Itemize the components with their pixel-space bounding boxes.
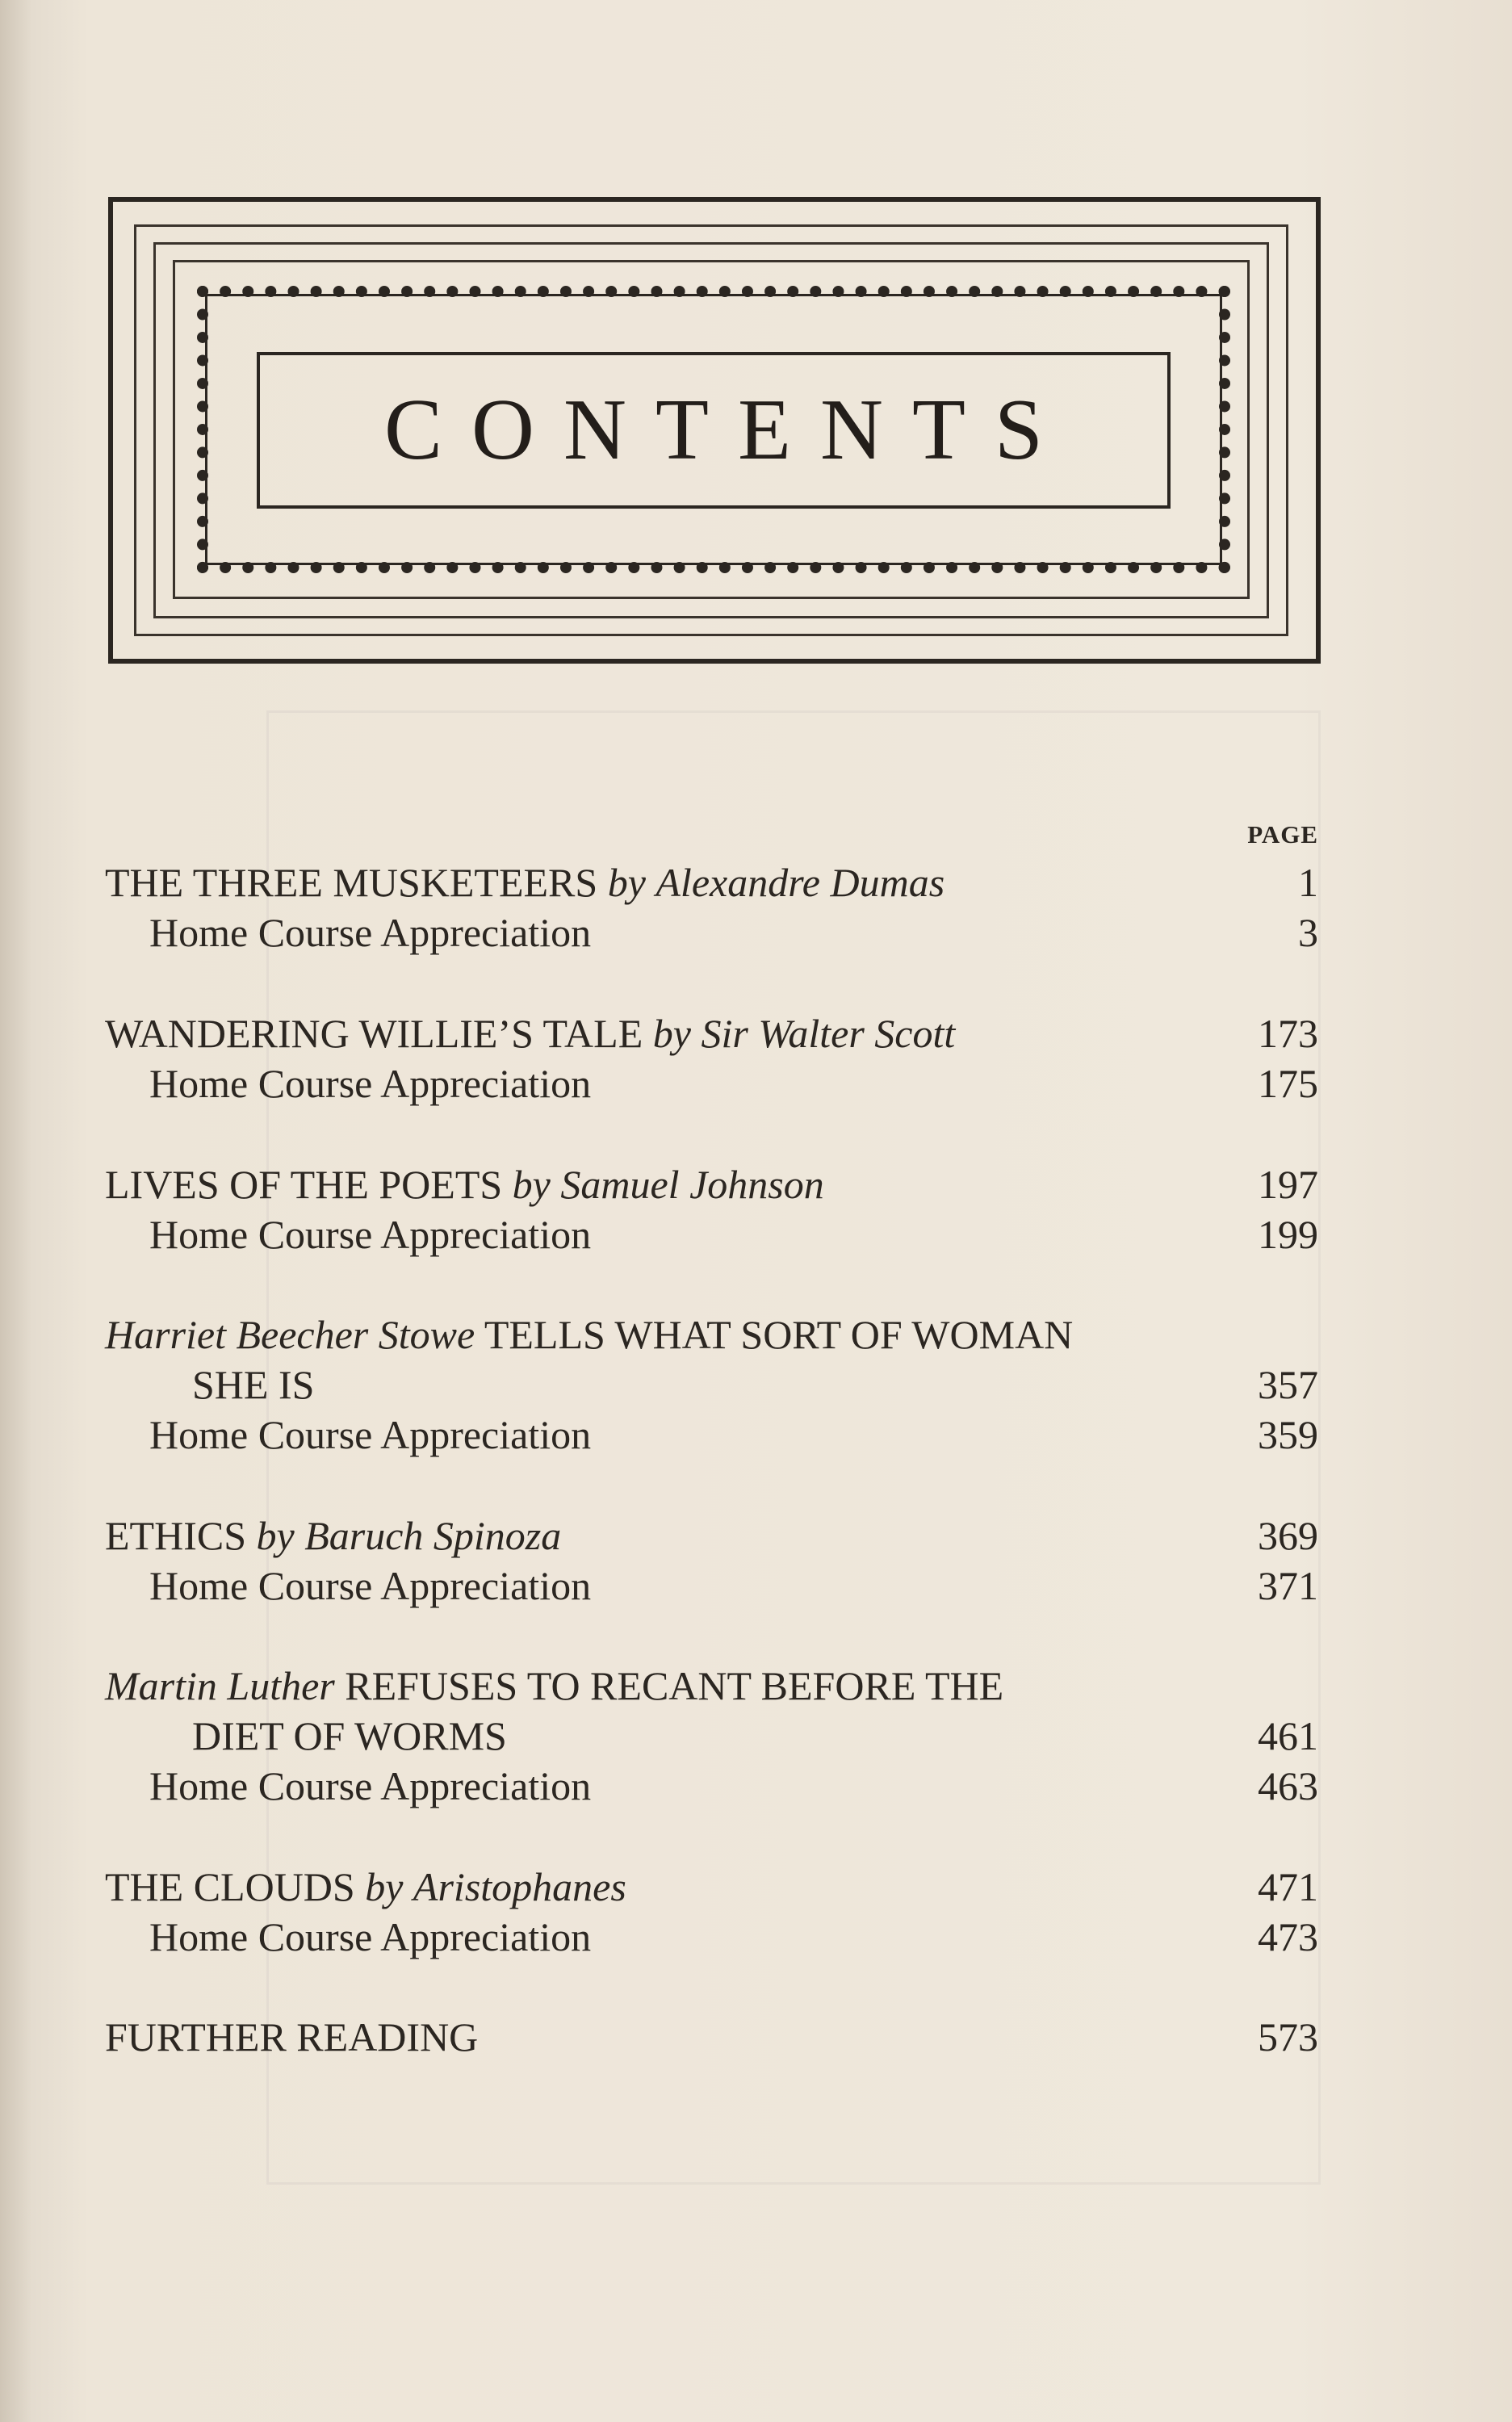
entry-author: Aristophanes [413, 1864, 626, 1909]
entry-author: Baruch Spinoza [304, 1513, 562, 1558]
entry-title-continued: DIET OF WORMS [192, 1713, 507, 1758]
subentry-page: 473 [1258, 1914, 1318, 1959]
toc-subentry [105, 907, 1318, 957]
page-column-label: PAGE [1247, 820, 1318, 849]
entry-author: Harriet Beecher Stowe [105, 1312, 475, 1357]
toc-subentry [105, 1209, 1318, 1259]
subentry-page: 3 [1298, 910, 1318, 955]
toc-entry [105, 1661, 1318, 1711]
entry-title: THE THREE MUSKETEERS [105, 860, 598, 905]
entry-by: by [365, 1864, 404, 1909]
entry-page: 369 [1258, 1513, 1318, 1558]
toc-entry [105, 2012, 1318, 2062]
toc-entry-continuation [105, 1711, 1318, 1761]
toc-subentry [105, 1410, 1318, 1460]
toc-subentry [105, 1912, 1318, 1962]
toc-entry [105, 1862, 1318, 1912]
entry-author: Sir Walter Scott [701, 1011, 956, 1056]
title-box [257, 352, 1171, 509]
entry-title: REFUSES TO RECANT BEFORE THE [345, 1663, 1004, 1708]
entry-author: Alexandre Dumas [655, 860, 945, 905]
entry-by: by [512, 1162, 551, 1207]
toc-subentry [105, 1058, 1318, 1108]
entry-by: by [652, 1011, 691, 1056]
entry-by: by [607, 860, 646, 905]
entry-author: Samuel Johnson [560, 1162, 824, 1207]
toc-subentry [105, 1561, 1318, 1611]
toc-entry [105, 1008, 1318, 1058]
entry-title: LIVES OF THE POETS [105, 1162, 503, 1207]
entry-page: 197 [1258, 1162, 1318, 1207]
subentry-title: Home Course Appreciation [149, 1061, 592, 1106]
subentry-title: Home Course Appreciation [149, 1914, 592, 1959]
subentry-title: Home Course Appreciation [149, 1412, 592, 1457]
entry-title: ETHICS [105, 1513, 246, 1558]
page-title: CONTENTS [384, 382, 1072, 478]
subentry-page: 199 [1258, 1212, 1318, 1257]
subentry-title: Home Course Appreciation [149, 910, 592, 955]
toc-subentry [105, 1761, 1318, 1811]
entry-title: THE CLOUDS [105, 1864, 355, 1909]
toc-entry [105, 857, 1318, 907]
entry-title: TELLS WHAT SORT OF WOMAN [484, 1312, 1074, 1357]
subentry-page: 359 [1258, 1412, 1318, 1457]
entry-page: 357 [1258, 1362, 1318, 1407]
entry-title: WANDERING WILLIE’S TALE [105, 1011, 643, 1056]
entry-by: by [256, 1513, 295, 1558]
entry-page: 573 [1258, 2014, 1318, 2060]
subentry-page: 463 [1258, 1763, 1318, 1808]
subentry-title: Home Course Appreciation [149, 1763, 592, 1808]
entry-title: FURTHER READING [105, 2014, 479, 2060]
toc-entry [105, 1159, 1318, 1209]
entry-title-continued: SHE IS [192, 1362, 315, 1407]
entry-page: 173 [1258, 1011, 1318, 1056]
toc-entry [105, 1511, 1318, 1561]
subentry-page: 175 [1258, 1061, 1318, 1106]
subentry-title: Home Course Appreciation [149, 1563, 592, 1608]
entry-page: 461 [1258, 1713, 1318, 1758]
subentry-title: Home Course Appreciation [149, 1212, 592, 1257]
entry-page: 471 [1258, 1864, 1318, 1909]
entry-author: Martin Luther [105, 1663, 335, 1708]
toc-entry [105, 1309, 1318, 1360]
toc-entry-continuation [105, 1360, 1318, 1410]
subentry-page: 371 [1258, 1563, 1318, 1608]
entry-page: 1 [1298, 860, 1318, 905]
